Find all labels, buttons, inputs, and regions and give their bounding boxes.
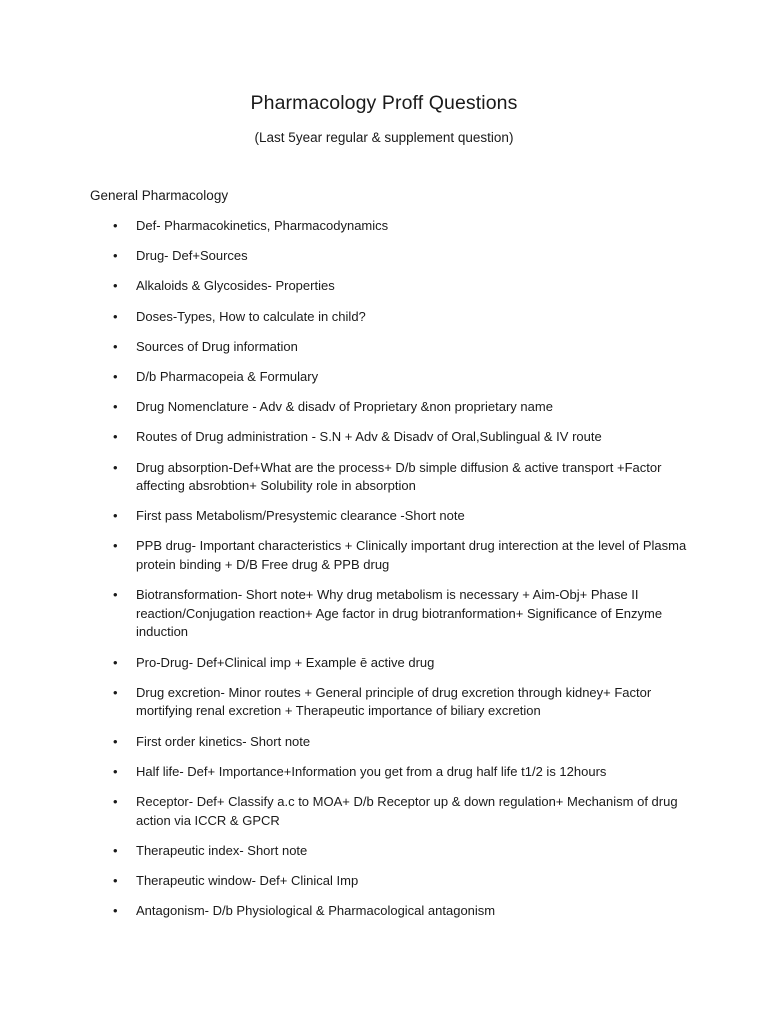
list-item-text: Drug Nomenclature - Adv & disadv of Proprietary &non proprietary name [136,399,553,415]
list-item [113,586,693,642]
list-item-text: Drug excretion- Minor routes + General principle of drug excretion through kidney+ Factor mortifying renal excretion + Therapeutic importance of biliary excretion [136,684,652,719]
bullet-icon: • [113,459,118,475]
bullet-icon: • [113,842,118,858]
list-item [113,684,693,721]
list-item [113,654,693,673]
list-item-text: Alkaloids & Glycosides- Properties [136,278,335,294]
document-title: Pharmacology Proff Questions [250,92,518,114]
list-item [113,368,693,387]
list-item-text: Sources of Drug information [136,338,298,354]
list-item-text: First pass Metabolism/Presystemic clearance -Short note [136,508,465,524]
list-item-text: Therapeutic index- Short note [136,842,308,858]
question-list [113,217,693,932]
bullet-icon: • [113,399,118,415]
list-item-text: Doses-Types, How to calculate in child? [136,308,366,324]
list-item [113,507,693,526]
list-item [113,902,693,921]
list-item [113,338,693,357]
list-item [113,763,693,782]
list-item [113,872,693,891]
bullet-icon: • [113,218,118,233]
bullet-icon: • [113,338,118,354]
list-item-text: Receptor- Def+ Classify a.c to MOA+ D/b Receptor up & down regulation+ Mechanism of drug action via ICCR & GPCR [136,793,678,828]
list-item-text: First order kinetics- Short note [136,733,311,749]
list-item-text: Drug- Def+Sources [136,248,248,264]
bullet-icon: • [113,508,118,524]
list-item-text: Half life- Def+ Importance+Information you get from a drug half life t1/2 is 12hours [136,763,607,779]
bullet-icon: • [113,538,118,554]
list-item [113,398,693,417]
list-item-text: Routes of Drug administration - S.N + Adv & Disadv of Oral,Sublingual & IV route [136,429,602,445]
list-item [113,537,693,574]
list-item-text: Antagonism- D/b Physiological & Pharmacological antagonism [136,903,496,919]
list-item-text: Drug absorption-Def+What are the process+ D/b simple diffusion & active transport +Factor affecting absrobtion+ Solubility role in absorption [136,459,662,494]
list-item [113,428,693,447]
bullet-icon: • [113,763,118,779]
list-item-text: Biotransformation- Short note+ Why drug metabolism is necessary + Aim-Obj+ Phase II reaction/Conjugation reaction+ Age factor in drug biotranformation+ Significance of Enzyme induction [136,587,663,640]
list-item-text: Def- Pharmacokinetics, Pharmacodynamics [136,218,389,233]
bullet-icon: • [113,903,118,919]
bullet-icon: • [113,733,118,749]
list-item-text: PPB drug- Important characteristics + Clinically important drug interection at the level of Plasma protein binding + D/B Free drug & PPB drug [136,538,687,573]
list-item [113,793,693,830]
bullet-icon: • [113,587,118,603]
list-item [113,247,693,266]
bullet-icon: • [113,793,118,809]
list-item [113,217,693,236]
section-heading-general-pharmacology: General Pharmacology [90,188,229,203]
bullet-icon: • [113,248,118,264]
bullet-icon: • [113,278,118,294]
list-item [113,459,693,496]
list-item [113,277,693,296]
list-item-text: Pro-Drug- Def+Clinical imp + Example ē active drug [136,654,435,670]
list-item [113,308,693,327]
list-item-text: Therapeutic window- Def+ Clinical Imp [136,872,359,888]
bullet-icon: • [113,429,118,445]
bullet-icon: • [113,368,118,384]
bullet-icon: • [113,684,118,700]
bullet-icon: • [113,872,118,888]
bullet-icon: • [113,308,118,324]
list-item [113,842,693,861]
list-item [113,733,693,752]
bullet-icon: • [113,654,118,670]
list-item-text: D/b Pharmacopeia & Formulary [136,368,319,384]
document-subtitle: (Last 5year regular & supplement question) [254,130,514,145]
